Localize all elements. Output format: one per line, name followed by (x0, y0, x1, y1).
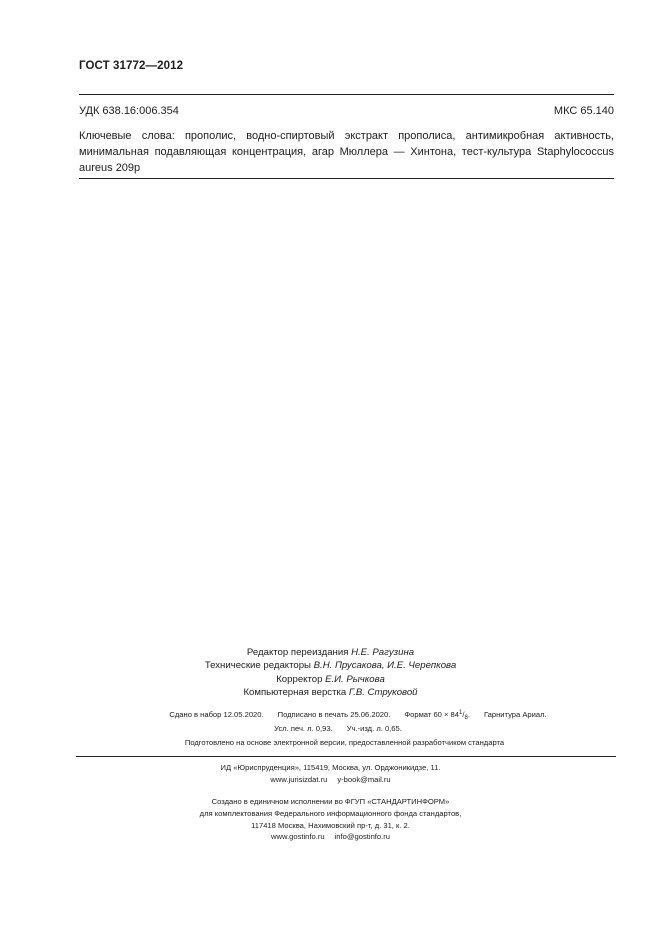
submitted-date: Сдано в набор 12.05.2020. (169, 710, 264, 719)
staff-name: Г.В. Струковой (348, 686, 418, 698)
printer-website: www.gostinfo.ru (270, 832, 325, 842)
staff-line (0, 673, 661, 686)
udk-code: УДК 638.16:006.354 (79, 105, 179, 117)
print-details-row (128, 708, 588, 722)
publisher-info (0, 762, 661, 786)
staff-role: Корректор (276, 673, 323, 685)
printer-line: для комплектования Федерального информационного фонда стандартов, (199, 808, 462, 818)
staff-credits (0, 646, 661, 699)
staff-line (0, 659, 661, 672)
printer-info (0, 796, 661, 843)
keywords-divider (79, 178, 614, 179)
printer-line: Создано в единичном исполнении во ФГУП «СТАНДАРТИНФОРМ» (211, 797, 450, 806)
keywords-text: Ключевые слова: прополис, водно-спиртовый экстракт прополиса, антимикробная активность, минимальная подавляющая концентрация, агар Мюллера — Хинтона, тест-культура Staphylococcus aureus 209р (79, 130, 614, 174)
bottom-divider (76, 756, 616, 757)
publisher-website: www.jurisizdat.ru (270, 775, 328, 784)
print-details-row (88, 722, 588, 736)
typeface: Гарнитура Ариал. (483, 710, 547, 719)
publisher-email: y-book@mail.ru (337, 775, 391, 784)
staff-role: Технические редакторы (204, 660, 311, 672)
staff-name: Е.И. Рычкова (325, 673, 385, 685)
staff-line (0, 646, 661, 659)
signed-date: Подписано в печать 25.06.2020. (277, 710, 391, 719)
staff-role: Компьютерная верстка (243, 686, 347, 698)
printer-address: 117418 Москва, Нахимовский пр-т, д. 31, к. 2. (251, 820, 410, 830)
print-details (128, 708, 588, 736)
printer-contacts (0, 831, 661, 843)
staff-name: В.Н. Прусакова, И.Е. Черепкова (313, 660, 457, 672)
paper-format: Формат $60 \times 84^1/_8$. (404, 710, 470, 721)
printer-email: info@gostinfo.ru (334, 832, 391, 842)
print-sheets: Усл. печ. л. 0,93. (274, 724, 333, 733)
prepared-note: Подготовлено на основе электронной версии, предоставленной разработчиком стандарта (184, 738, 505, 747)
publisher-address: ИД «Юриспруденция», 115419, Москва, ул. Орджоникидзе, 11. (220, 763, 441, 772)
staff-name: Н.Е. Рагузина (351, 647, 415, 658)
publishing-sheets: Уч.-изд. л. 0,65. (346, 724, 402, 733)
staff-role: Редактор переиздания (246, 647, 349, 658)
mks-code: МКС 65.140 (553, 105, 614, 117)
standard-code: ГОСТ 31772—2012 (79, 60, 184, 72)
publisher-contacts (0, 774, 661, 786)
top-divider (79, 94, 614, 95)
staff-line (0, 686, 661, 699)
